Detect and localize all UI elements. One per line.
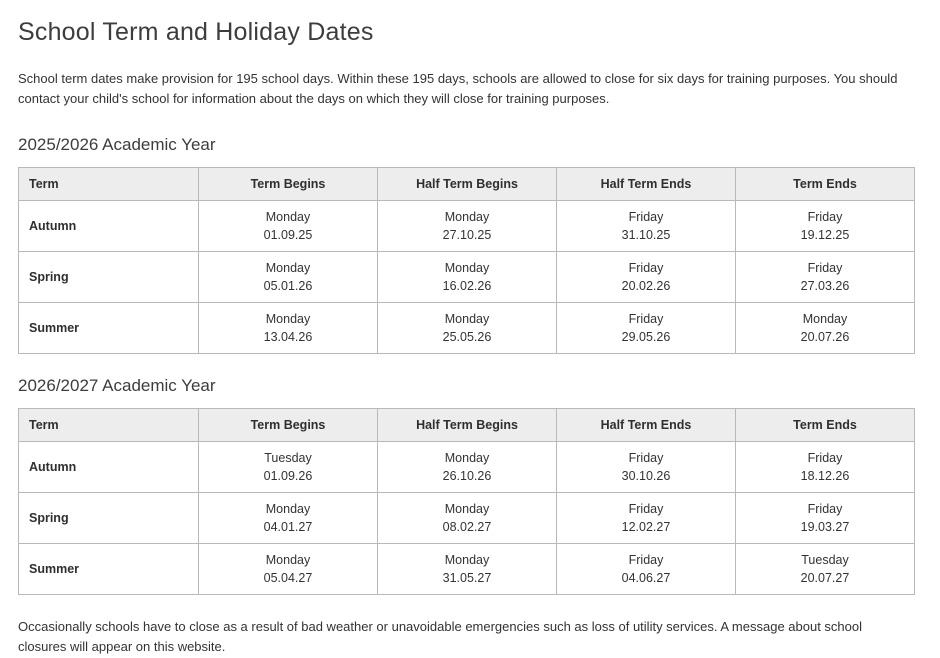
day-label: Tuesday bbox=[264, 451, 312, 466]
table-row bbox=[19, 252, 915, 303]
section-heading-2025: 2025/2026 Academic Year bbox=[18, 135, 216, 155]
term-dates-table-2025 bbox=[18, 167, 915, 354]
page-title: School Term and Holiday Dates bbox=[18, 18, 374, 46]
day-label: Monday bbox=[444, 261, 490, 276]
day-label: Friday bbox=[807, 451, 843, 466]
term-name: Summer bbox=[19, 544, 199, 595]
half-term-begins-cell bbox=[378, 442, 557, 493]
date-label: 27.10.25 bbox=[442, 228, 492, 243]
half-term-begins-cell bbox=[378, 201, 557, 252]
day-label: Friday bbox=[628, 502, 664, 517]
table-row bbox=[19, 544, 915, 595]
column-header-half-term-begins: Half Term Begins bbox=[378, 409, 557, 442]
half-term-ends-cell bbox=[557, 201, 736, 252]
table-row bbox=[19, 303, 915, 354]
day-label: Friday bbox=[807, 502, 843, 517]
half-term-ends-cell bbox=[557, 303, 736, 354]
term-dates-table-2026 bbox=[18, 408, 915, 595]
term-begins-cell bbox=[199, 493, 378, 544]
date-label: 20.07.26 bbox=[800, 330, 850, 345]
half-term-begins-cell bbox=[378, 544, 557, 595]
date-label: 08.02.27 bbox=[442, 520, 492, 535]
day-label: Monday bbox=[265, 553, 311, 568]
half-term-begins-cell bbox=[378, 303, 557, 354]
date-label: 26.10.26 bbox=[442, 469, 492, 484]
term-name: Autumn bbox=[19, 201, 199, 252]
date-label: 01.09.25 bbox=[263, 228, 313, 243]
date-label: 19.12.25 bbox=[800, 228, 850, 243]
half-term-ends-cell bbox=[557, 493, 736, 544]
day-label: Monday bbox=[265, 312, 311, 327]
term-ends-cell bbox=[736, 303, 915, 354]
term-begins-cell bbox=[199, 544, 378, 595]
term-begins-cell bbox=[199, 442, 378, 493]
day-label: Monday bbox=[444, 210, 490, 225]
day-label: Friday bbox=[628, 210, 664, 225]
table-header-row bbox=[19, 409, 915, 442]
day-label: Friday bbox=[628, 553, 664, 568]
date-label: 27.03.26 bbox=[800, 279, 850, 294]
day-label: Monday bbox=[444, 502, 490, 517]
day-label: Monday bbox=[265, 502, 311, 517]
term-name: Spring bbox=[19, 252, 199, 303]
column-header-term-ends: Term Ends bbox=[736, 168, 915, 201]
term-ends-cell bbox=[736, 252, 915, 303]
column-header-half-term-begins: Half Term Begins bbox=[378, 168, 557, 201]
day-label: Friday bbox=[628, 451, 664, 466]
half-term-begins-cell bbox=[378, 493, 557, 544]
term-ends-cell bbox=[736, 544, 915, 595]
table-row bbox=[19, 442, 915, 493]
column-header-half-term-ends: Half Term Ends bbox=[557, 168, 736, 201]
table-header-row bbox=[19, 168, 915, 201]
date-label: 25.05.26 bbox=[442, 330, 492, 345]
day-label: Tuesday bbox=[801, 553, 849, 568]
date-label: 30.10.26 bbox=[621, 469, 671, 484]
term-name: Summer bbox=[19, 303, 199, 354]
date-label: 04.06.27 bbox=[621, 571, 671, 586]
date-label: 04.01.27 bbox=[263, 520, 313, 535]
date-label: 20.02.26 bbox=[621, 279, 671, 294]
date-label: 05.01.26 bbox=[263, 279, 313, 294]
date-label: 12.02.27 bbox=[621, 520, 671, 535]
term-ends-cell bbox=[736, 442, 915, 493]
date-label: 01.09.26 bbox=[263, 469, 313, 484]
column-header-term-begins: Term Begins bbox=[199, 409, 378, 442]
date-label: 18.12.26 bbox=[800, 469, 850, 484]
day-label: Monday bbox=[802, 312, 848, 327]
term-begins-cell bbox=[199, 252, 378, 303]
term-begins-cell bbox=[199, 303, 378, 354]
column-header-term-ends: Term Ends bbox=[736, 409, 915, 442]
half-term-ends-cell bbox=[557, 544, 736, 595]
date-label: 20.07.27 bbox=[800, 571, 850, 586]
day-label: Monday bbox=[444, 312, 490, 327]
date-label: 16.02.26 bbox=[442, 279, 492, 294]
day-label: Friday bbox=[807, 210, 843, 225]
half-term-ends-cell bbox=[557, 442, 736, 493]
term-name: Spring bbox=[19, 493, 199, 544]
date-label: 19.03.27 bbox=[800, 520, 850, 535]
date-label: 13.04.26 bbox=[263, 330, 313, 345]
day-label: Friday bbox=[807, 261, 843, 276]
date-label: 29.05.26 bbox=[621, 330, 671, 345]
date-label: 31.10.25 bbox=[621, 228, 671, 243]
column-header-half-term-ends: Half Term Ends bbox=[557, 409, 736, 442]
footer-note: Occasionally schools have to close as a result of bad weather or unavoidable emergencies such as loss of utility services. A message about school closures will appear on this website. bbox=[18, 619, 863, 655]
table-row bbox=[19, 201, 915, 252]
intro-paragraph: School term dates make provision for 195 school days. Within these 195 days, schools are allowed to close for six days for training purposes. You should contact your child's school for information about the days on which they will close for training purposes. bbox=[18, 71, 898, 107]
column-header-term: Term bbox=[19, 409, 199, 442]
term-ends-cell bbox=[736, 201, 915, 252]
term-name: Autumn bbox=[19, 442, 199, 493]
column-header-term-begins: Term Begins bbox=[199, 168, 378, 201]
day-label: Monday bbox=[265, 210, 311, 225]
day-label: Monday bbox=[444, 451, 490, 466]
date-label: 31.05.27 bbox=[442, 571, 492, 586]
day-label: Monday bbox=[444, 553, 490, 568]
day-label: Friday bbox=[628, 312, 664, 327]
term-ends-cell bbox=[736, 493, 915, 544]
day-label: Friday bbox=[628, 261, 664, 276]
section-heading-2026: 2026/2027 Academic Year bbox=[18, 376, 216, 396]
term-begins-cell bbox=[199, 201, 378, 252]
date-label: 05.04.27 bbox=[263, 571, 313, 586]
half-term-begins-cell bbox=[378, 252, 557, 303]
half-term-ends-cell bbox=[557, 252, 736, 303]
table-row bbox=[19, 493, 915, 544]
day-label: Monday bbox=[265, 261, 311, 276]
column-header-term: Term bbox=[19, 168, 199, 201]
